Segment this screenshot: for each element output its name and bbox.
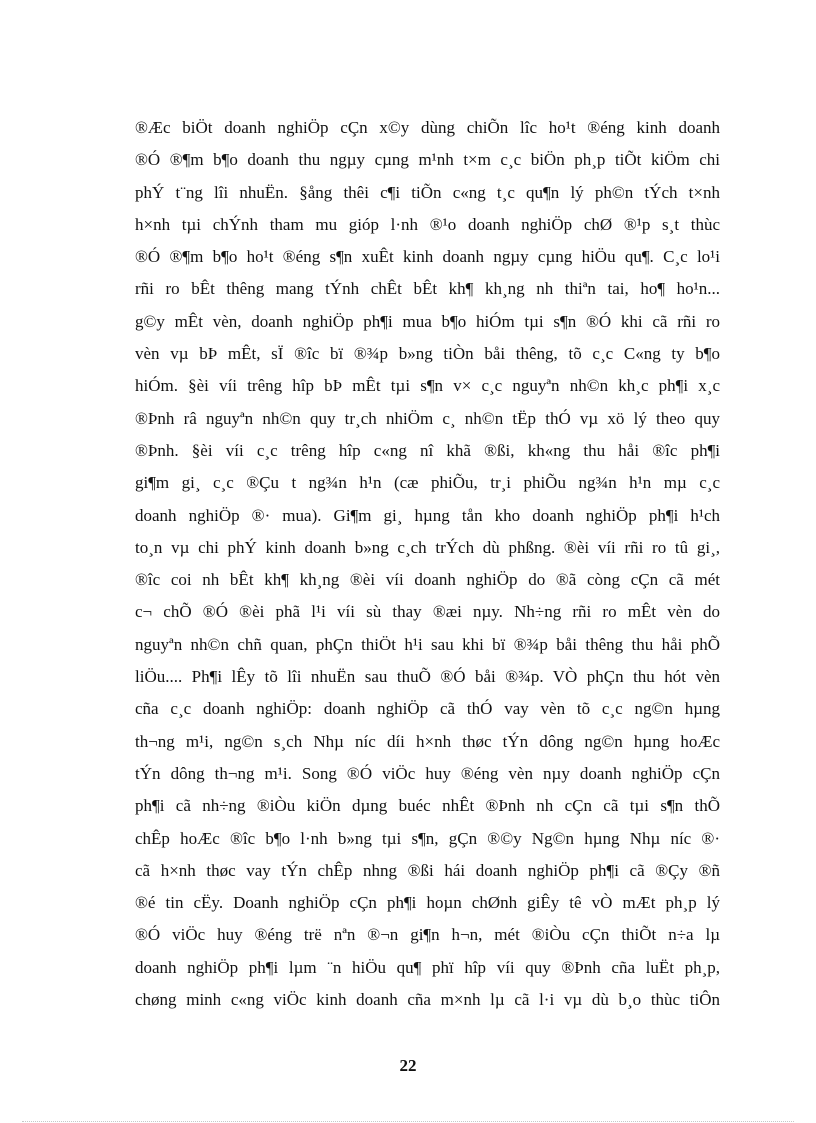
text-line: g©y mÊt vèn, doanh nghiÖp ph¶i mua b¶o hiÓm tµi s¶n ®Ó khi cã rñi ro — [135, 311, 720, 331]
text-line: vèn vµ bÞ mÊt, sÏ ®îc bï ®¾p b»ng tiÒn båi thêng, tõ c¸c C«ng ty b¶o — [135, 344, 720, 364]
text-line: ®é tin cËy. Doanh nghiÖp cÇn ph¶i hoµn chØnh giÊy tê vÒ mÆt ph¸p lý — [135, 893, 720, 913]
text-line: gi¶m gi¸ c¸c ®Çu t ng¾n h¹n (cæ phiÕu, tr¸i phiÕu ng¾n h¹n mµ c¸c — [135, 473, 720, 493]
text-line: hiÓm. §èi víi trêng hîp bÞ mÊt tµi s¶n v× c¸c nguyªn nh©n kh¸c ph¶i x¸c — [135, 376, 720, 396]
text-line: doanh nghiÖp ®· mua). Gi¶m gi¸ hµng tån kho doanh nghiÖp ph¶i h¹ch — [135, 505, 720, 525]
body-text — [135, 112, 720, 1016]
text-line: phÝ t¨ng lîi nhuËn. §ång thêi c¶i tiÕn c«ng t¸c qu¶n lý ph©n tÝch t×nh — [135, 182, 720, 202]
page-number: 22 — [399, 1056, 417, 1075]
text-line: h×nh tµi chÝnh tham mu gióp l·nh ®¹o doanh nghiÖp chØ ®¹p s¸t thùc — [135, 214, 720, 234]
text-line: ®îc coi nh bÊt kh¶ kh¸ng ®èi víi doanh nghiÖp do ®ã còng cÇn cã mét — [135, 570, 720, 590]
text-line: ®Þnh. §èi víi c¸c trêng hîp c«ng nî khã ®ßi, kh«ng thu håi ®îc ph¶i — [135, 440, 720, 460]
text-line: cña c¸c doanh nghiÖp: doanh nghiÖp cã thÓ vay vèn tõ c¸c ng©n hµng — [135, 699, 720, 719]
text-line: doanh nghiÖp ph¶i lµm ¨n hiÖu qu¶ phï hîp víi quy ®Þnh cña luËt ph¸p, — [135, 957, 720, 977]
text-line: ®Ó viÖc huy ®éng trë nªn ®¬n gi¶n h¬n, mét ®iÒu cÇn thiÕt n÷a lµ — [135, 925, 720, 945]
text-line: ph¶i cã nh÷ng ®iÒu kiÖn dµng buéc nhÊt ®Þnh nh cÇn cã tµi s¶n thÕ — [135, 796, 720, 816]
text-line: ®Ó ®¶m b¶o doanh thu ngµy cµng m¹nh t×m c¸c biÖn ph¸p tiÕt kiÖm chi — [135, 150, 720, 170]
page-bottom-divider — [22, 1121, 794, 1122]
text-line: nguyªn nh©n chñ quan, phÇn thiÖt h¹i sau khi bï ®¾p båi thêng thu håi phÕ — [135, 634, 720, 654]
text-line: chÊp hoÆc ®îc b¶o l·nh b»ng tµi s¶n, gÇn ®©y Ng©n hµng Nhµ níc ®· — [135, 828, 720, 848]
text-line: c¬ chÕ ®Ó ®èi phã l¹i víi sù thay ®æi nµy. Nh÷ng rñi ro mÊt vèn do — [135, 602, 720, 622]
text-line: ®Æc biÖt doanh nghiÖp cÇn x©y dùng chiÕn lîc ho¹t ®éng kinh doanh — [135, 118, 720, 137]
text-line: liÖu.... Ph¶i lÊy tõ lîi nhuËn sau thuÕ ®Ó båi ®¾p. VÒ phÇn thu hót vèn — [135, 667, 720, 687]
text-line: to¸n vµ chi phÝ kinh doanh b»ng c¸ch trÝch dù phßng. ®èi víi rñi ro tû gi¸, — [135, 537, 720, 557]
text-line: ®Þnh râ nguyªn nh©n quy tr¸ch nhiÖm c¸ nh©n tËp thÓ vµ xö lý theo quy — [135, 408, 720, 428]
text-line: ®Ó ®¶m b¶o ho¹t ®éng s¶n xuÊt kinh doanh ngµy cµng hiÖu qu¶. C¸c lo¹i — [135, 247, 720, 267]
text-line: cã h×nh thøc vay tÝn chÊp nhng ®ßi hái doanh nghiÖp ph¶i cã ®Çy ®ñ — [135, 860, 720, 880]
text-line: rñi ro bÊt thêng mang tÝnh chÊt bÊt kh¶ kh¸ng nh thiªn tai, ho¶ ho¹n... — [135, 279, 720, 299]
text-line: tÝn dông th¬ng m¹i. Song ®Ó viÖc huy ®éng vèn nµy doanh nghiÖp cÇn — [135, 763, 720, 783]
text-line: th¬ng m¹i, ng©n s¸ch Nhµ níc díi h×nh thøc tÝn dông ng©n hµng hoÆc — [135, 731, 720, 751]
text-line: chøng minh c«ng viÖc kinh doanh cña m×nh lµ cã l·i vµ dù b¸o thùc tiÔn — [135, 990, 720, 1010]
